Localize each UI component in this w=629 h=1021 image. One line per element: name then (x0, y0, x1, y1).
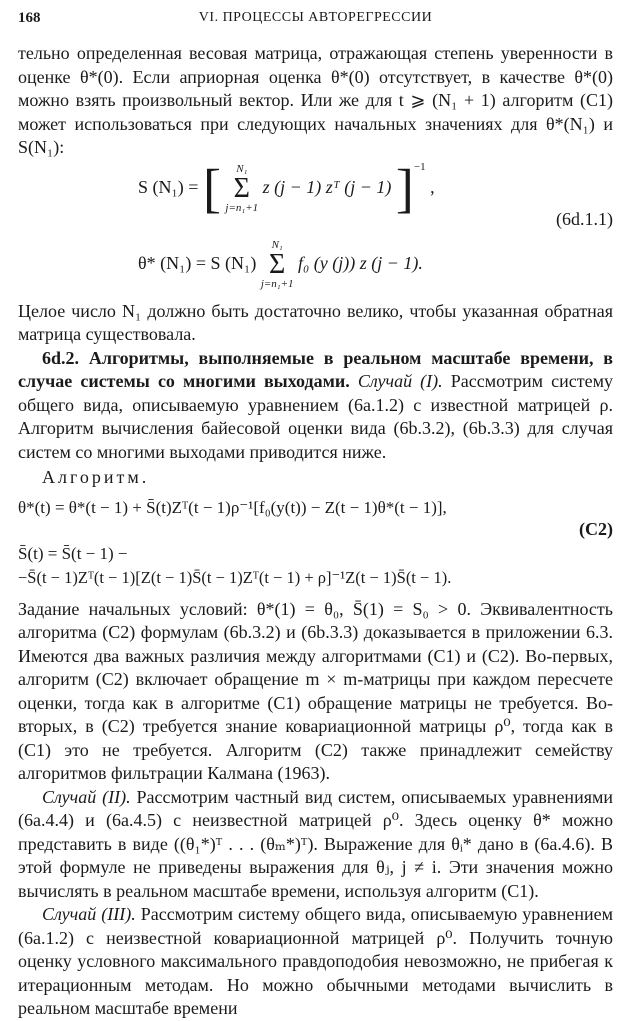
c2-line-s: S̄(t) = S̄(t − 1) − (18, 543, 128, 563)
sigma-symbol: Σ (233, 172, 250, 204)
page-number: 168 (18, 10, 41, 26)
algorithm-label: Алгоритм. (42, 467, 150, 487)
eq1-tail: , (430, 176, 435, 197)
case-2-text: Рассмотрим частный вид систем, описываемых уравнениями (6a.4.4) и (6a.4.5) с неизвестной матрицей ρ⁰. Здесь оценку θ* можно представить в виде ((θ₁*)ᵀ . . . (θₘ*)ᵀ). Выражение для θᵢ* дано в (6a.4.6). В этой формуле не приведены выражения для θⱼ, j ≠ i. Эти значения можно вычислять в реальном масштабе времени, используя алгоритм (C1). (18, 786, 614, 901)
paragraph-initial-conditions: Задание начальных условий: θ*(1) = θ₀, S̄(1) = S₀ > 0. Эквивалентность алгоритма (C2) формулам (6b.3.2) и (6b.3.3) доказывается в приложении 6.3. Имеются два важных различия между алгоритмами (C1) и (C2). Во-первых, алгоритм (C2) включает обращение m × m-матрицы при каждом пересчете оценки, тогда как в алгоритме (C1) обращение матрицы не требуется. Во-вторых, в (C2) требуется знание ковариационной матрицы ρ⁰, тогда как в (C1) это не требуется. Алгоритм (C2) также принадлежит семейству алгоритмов фильтрации Калмана (1963). (18, 598, 613, 783)
section-6d-2 (18, 347, 613, 465)
case-1-label: Случай (I). (357, 371, 443, 391)
eq2-lhs: θ* (N₁) = S (N₁) (138, 252, 257, 273)
section-text: Рассмотрим систему общего вида, описываемую уравнением (6a.1.2) с известной матрицей ρ. Алгоритм вычисления байесовой оценки вида (6b.3.2), (6b.3.3) для случая систем со многими выходами приводится ниже. (18, 371, 613, 462)
eq1-left-bracket: [ (202, 157, 221, 218)
equation-block-c2 (18, 490, 613, 586)
eq1-sum (225, 164, 258, 214)
running-title: VI. ПРОЦЕССЫ АВТОРЕГРЕССИИ (198, 10, 433, 25)
paragraph-case-2 (18, 786, 613, 904)
eq2-sum (261, 240, 294, 290)
paragraph-n1-condition: Целое число N₁ должно быть достаточно велико, чтобы указанная обратная матрица существовала. (18, 300, 613, 344)
eq2-sum-upper: N₁ (271, 238, 283, 251)
eq2-sum-lower: j=n₁+1 (260, 277, 294, 290)
c2-line-theta: θ*(t) = θ*(t − 1) + S̄(t)Zᵀ(t − 1)ρ⁻¹[f₀(y(t)) − Z(t − 1)θ*(t − 1)], (18, 497, 447, 517)
c2-label: (C2) (579, 518, 613, 539)
sigma-symbol: Σ (269, 248, 286, 280)
eq1-right-bracket: ] (395, 157, 414, 218)
case-2-label: Случай (II). (42, 786, 131, 807)
equation-theta-n1 (138, 240, 423, 290)
case-3-text: Рассмотрим систему общего вида, описываемую уравнением (6a.1.2) с неизвестной ковариационной матрицей ρ⁰. Получить точную оценку условного максимального правдоподобия невозможно, не прибегая к итерационным методам. Но можно обычными методами вычислить в реальном масштабе времени (18, 904, 613, 1018)
eq1-sum-upper: N₁ (236, 162, 248, 175)
eq2-body: f₀ (y (j)) z (j − 1). (298, 252, 423, 273)
eq1-body: z (j − 1) zᵀ (j − 1) (262, 176, 392, 197)
c2-line-s-cont: −S̄(t − 1)Zᵀ(t − 1)[Z(t − 1)S̄(t − 1)Zᵀ(t − 1) + ρ]⁻¹Z(t − 1)S̄(t − 1). (18, 567, 452, 587)
eq1-sum-lower: j=n₁+1 (225, 201, 259, 214)
paragraph-case-3 (18, 903, 613, 1021)
page-header (18, 10, 613, 34)
page-body (18, 42, 613, 1021)
case-3-label: Случай (III). (42, 904, 136, 924)
eq1-lhs: S (N₁) = (138, 176, 199, 197)
equation-number-6d-1-1: (6d.1.1) (556, 208, 613, 229)
paragraph-continuation: тельно определенная весовая матрица, отражающая степень уверенности в оценке θ*(0). Если априорная оценка θ*(0) отсутствует, в качестве θ*(0) можно взять произвольный вектор. Или же для t ⩾ (N₁ + 1) алгоритм (C1) может использоваться при следующих начальных значениях для θ*(N₁) и S(N₁): (18, 43, 613, 157)
equation-block-6d-1-1 (18, 157, 613, 300)
eq1-power: −1 (413, 160, 426, 173)
section-heading: 6d.2. Алгоритмы, выполняемые в реальном масштабе времени, в случае системы со многими выходами. (18, 347, 613, 391)
equation-s-n1 (138, 157, 435, 218)
